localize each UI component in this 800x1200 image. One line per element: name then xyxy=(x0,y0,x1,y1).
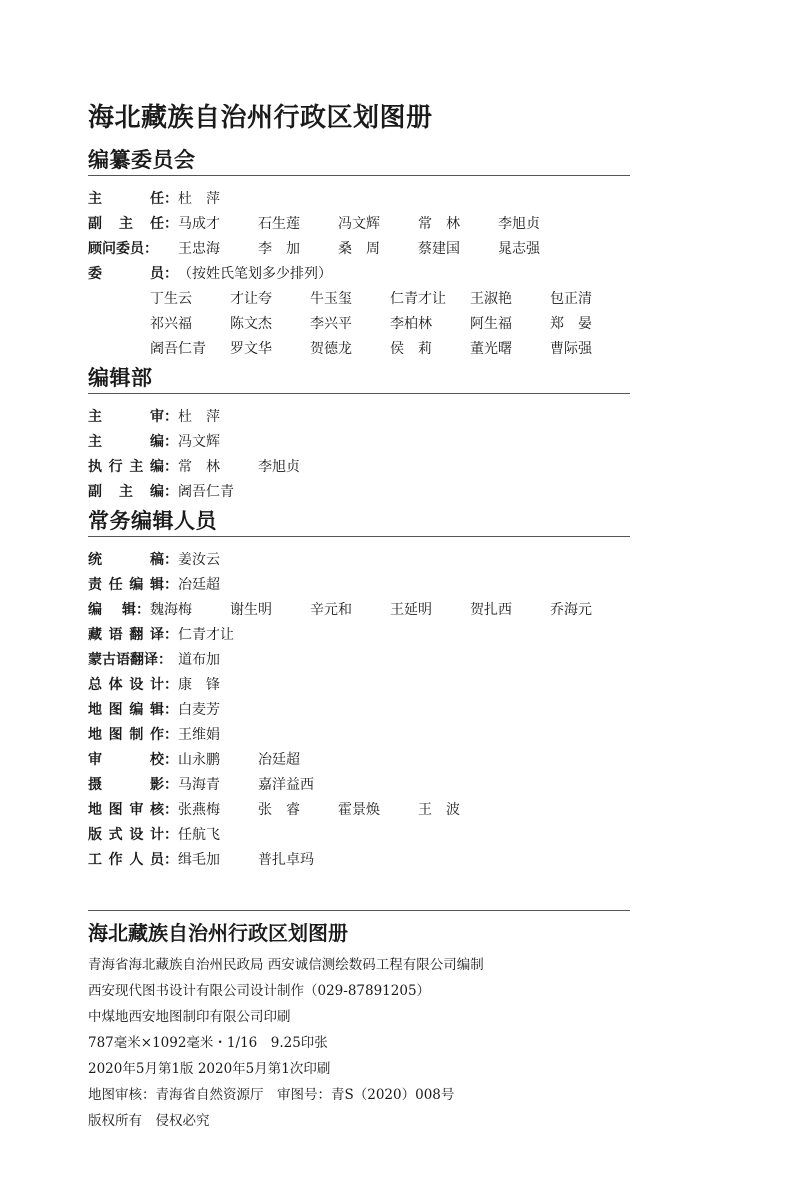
person-name: 贺扎西 xyxy=(470,601,512,618)
book-title: 海北藏族自治州行政区划图册 xyxy=(88,103,433,133)
credit-role xyxy=(88,674,178,694)
person-name: 牛玉玺 xyxy=(310,290,352,307)
credit-names xyxy=(178,749,338,769)
person-name: 李兴平 xyxy=(310,315,352,332)
credit-row xyxy=(88,403,630,428)
colophon-line: 中煤地西安地图制印有限公司印刷 xyxy=(88,1009,291,1025)
role-char: 影： xyxy=(150,776,178,793)
role-char: 工 xyxy=(88,851,102,868)
credit-role xyxy=(88,849,178,869)
person-name: 曹际强 xyxy=(550,340,592,357)
person-name: 桑 周 xyxy=(338,240,380,257)
role-char: 副 xyxy=(88,215,102,232)
credit-row xyxy=(88,696,630,721)
person-name: 才让夸 xyxy=(230,290,272,307)
credit-names xyxy=(178,674,258,694)
credit-names xyxy=(178,574,258,594)
credit-row xyxy=(88,260,630,285)
colophon-line: 青海省海北藏族自治州民政局 西安诚信测绘数码工程有限公司编制 xyxy=(88,957,484,973)
credit-row xyxy=(88,285,630,310)
credit-role xyxy=(88,599,150,619)
person-name: 侯 莉 xyxy=(390,340,432,357)
credit-row xyxy=(88,721,630,746)
credit-names xyxy=(178,774,338,794)
person-name: 马成才 xyxy=(178,215,220,232)
colophon-line: 2020年5月第1版 2020年5月第1次印刷 xyxy=(88,1061,331,1077)
person-name: 霍景焕 xyxy=(338,801,380,818)
person-name: 王维娟 xyxy=(178,726,220,743)
credit-names xyxy=(178,213,578,233)
person-name: 丁生云 xyxy=(150,290,192,307)
person-name: 乔海元 xyxy=(550,601,592,618)
credit-row xyxy=(88,846,630,871)
credit-names xyxy=(178,406,258,426)
credit-names xyxy=(178,481,258,501)
person-name: 祁兴福 xyxy=(150,315,192,332)
role-char: 校： xyxy=(150,751,178,768)
credit-role xyxy=(88,574,178,594)
role-char: 制 xyxy=(129,726,144,743)
person-name: 李柏林 xyxy=(390,315,432,332)
role-char: 任： xyxy=(150,190,178,207)
section-rule xyxy=(88,175,630,176)
person-name: （按姓氏笔划多少排列） xyxy=(178,265,332,282)
person-name: 石生莲 xyxy=(258,215,300,232)
credit-names xyxy=(150,313,630,333)
role-char: 作： xyxy=(149,726,178,743)
credit-role xyxy=(88,774,178,794)
person-name: 任航飞 xyxy=(178,826,220,843)
role-char: 设 xyxy=(129,676,144,693)
credits-page xyxy=(88,100,630,871)
role-char: 译： xyxy=(149,626,178,643)
credit-row xyxy=(88,185,630,210)
credit-row xyxy=(88,210,630,235)
credit-names xyxy=(178,431,258,451)
credit-names xyxy=(178,549,258,569)
credit-names xyxy=(178,824,258,844)
credit-names xyxy=(150,599,630,619)
role-char: 地 xyxy=(88,726,102,743)
person-name: 张 睿 xyxy=(258,801,300,818)
person-name: 阇吾仁青 xyxy=(150,340,206,357)
credit-role xyxy=(88,749,178,769)
colophon-line: 版权所有 侵权必究 xyxy=(88,1113,210,1129)
credit-role xyxy=(88,549,178,569)
role-char: 图 xyxy=(108,801,123,818)
person-name: 冯文辉 xyxy=(178,433,220,450)
person-name: 晁志强 xyxy=(498,240,540,257)
credit-row xyxy=(88,571,630,596)
role-char: 行 xyxy=(108,458,123,475)
role-char: 人 xyxy=(129,851,144,868)
person-name: 董光曙 xyxy=(470,340,512,357)
credit-names xyxy=(178,238,578,258)
credit-role xyxy=(88,824,178,844)
credit-names xyxy=(178,724,258,744)
role-char: 编 xyxy=(88,601,102,618)
credit-role xyxy=(88,431,178,451)
person-name: 陈文杰 xyxy=(230,315,272,332)
staff-list xyxy=(88,546,630,871)
person-name: 李旭贞 xyxy=(258,458,300,475)
person-name: 张燕梅 xyxy=(178,801,220,818)
committee-list xyxy=(88,185,630,360)
credit-row xyxy=(88,235,630,260)
person-name: 山永鹏 xyxy=(178,751,220,768)
role-char: 地 xyxy=(88,701,102,718)
person-name: 普扎卓玛 xyxy=(258,851,314,868)
role-char: 审 xyxy=(129,801,144,818)
person-name: 李 加 xyxy=(258,240,300,257)
person-name: 马海青 xyxy=(178,776,220,793)
person-name: 罗文华 xyxy=(230,340,272,357)
credit-row xyxy=(88,335,630,360)
person-name: 常 林 xyxy=(178,458,220,475)
person-name: 蔡建国 xyxy=(418,240,460,257)
colophon-line: 787毫米×1092毫米・1/16 9.25印张 xyxy=(88,1035,328,1051)
credit-names xyxy=(178,849,338,869)
person-name: 杜 萍 xyxy=(178,190,220,207)
role-char: 编 xyxy=(129,701,144,718)
role-char: 顾问委员： xyxy=(88,240,158,257)
role-char: 任： xyxy=(150,215,178,232)
credit-role xyxy=(88,188,178,208)
person-name: 王 波 xyxy=(418,801,460,818)
credit-row xyxy=(88,671,630,696)
colophon-rule xyxy=(88,910,630,911)
role-char: 地 xyxy=(88,801,102,818)
section-rule xyxy=(88,536,630,537)
person-name: 杜 萍 xyxy=(178,408,220,425)
credit-role xyxy=(88,238,178,258)
person-name: 辛元和 xyxy=(310,601,352,618)
role-char: 计： xyxy=(149,676,178,693)
role-char: 翻 xyxy=(129,626,144,643)
colophon xyxy=(88,918,648,1134)
credit-row xyxy=(88,821,630,846)
role-char: 式 xyxy=(108,826,123,843)
role-char: 统 xyxy=(88,551,102,568)
role-char: 稿： xyxy=(150,551,178,568)
colophon-line: 西安现代图书设计有限公司设计制作（029-87891205） xyxy=(88,983,431,999)
credit-role xyxy=(88,649,178,669)
credit-names xyxy=(150,338,630,358)
role-char: 主 xyxy=(88,433,102,450)
role-char: 任 xyxy=(108,576,123,593)
person-name: 郑 晏 xyxy=(550,315,592,332)
credit-row xyxy=(88,796,630,821)
credit-row xyxy=(88,646,630,671)
credit-role xyxy=(88,456,178,476)
credit-role xyxy=(88,481,178,501)
person-name: 王淑艳 xyxy=(470,290,512,307)
credit-role xyxy=(88,406,178,426)
role-char: 审 xyxy=(88,751,102,768)
credit-names xyxy=(178,799,498,819)
person-name: 常 林 xyxy=(418,215,460,232)
person-name: 康 锋 xyxy=(178,676,220,693)
role-char: 员： xyxy=(149,851,178,868)
role-char: 辑： xyxy=(149,576,178,593)
credit-names xyxy=(178,699,258,719)
person-name: 冶廷超 xyxy=(258,751,300,768)
role-char: 编： xyxy=(149,458,178,475)
role-char: 主 xyxy=(88,190,102,207)
credit-names xyxy=(178,188,258,208)
role-char: 委 xyxy=(88,265,102,282)
editorial-list xyxy=(88,403,630,503)
credit-row xyxy=(88,453,630,478)
role-char: 设 xyxy=(129,826,144,843)
credit-role xyxy=(88,799,178,819)
role-char: 语 xyxy=(108,626,123,643)
credit-names xyxy=(178,263,332,283)
credit-role xyxy=(88,624,178,644)
role-char: 主 xyxy=(119,483,133,500)
role-char: 主 xyxy=(88,408,102,425)
person-name: 王忠海 xyxy=(178,240,220,257)
role-char: 员： xyxy=(150,265,178,282)
person-name: 王延明 xyxy=(390,601,432,618)
credit-role xyxy=(88,263,178,283)
colophon-lines xyxy=(88,952,648,1134)
role-char: 图 xyxy=(108,701,123,718)
role-char: 副 xyxy=(88,483,102,500)
person-name: 仁青才让 xyxy=(178,626,234,643)
credit-row xyxy=(88,596,630,621)
role-char: 编： xyxy=(150,483,178,500)
person-name: 谢生明 xyxy=(230,601,272,618)
role-char: 辑： xyxy=(149,701,178,718)
role-char: 辑： xyxy=(122,601,150,618)
person-name: 魏海梅 xyxy=(150,601,192,618)
person-name: 包正清 xyxy=(550,290,592,307)
person-name: 冶廷超 xyxy=(178,576,220,593)
section-heading-committee: 编纂委员会 xyxy=(88,148,196,172)
credit-names xyxy=(150,288,630,308)
role-char: 体 xyxy=(108,676,123,693)
person-name: 李旭贞 xyxy=(498,215,540,232)
credit-names xyxy=(178,649,258,669)
role-char: 编： xyxy=(150,433,178,450)
role-char: 主 xyxy=(119,215,133,232)
credit-row xyxy=(88,771,630,796)
section-heading-editorial: 编辑部 xyxy=(88,366,153,390)
role-char: 版 xyxy=(88,826,102,843)
person-name: 阿生福 xyxy=(470,315,512,332)
colophon-line: 地图审核：青海省自然资源厅 审图号：青S（2020）008号 xyxy=(88,1087,455,1103)
role-char: 蒙古语翻译： xyxy=(88,651,172,668)
person-name: 白麦芳 xyxy=(178,701,220,718)
role-char: 主 xyxy=(129,458,144,475)
person-name: 姜汝云 xyxy=(178,551,220,568)
person-name: 嘉洋益西 xyxy=(258,776,314,793)
role-char: 责 xyxy=(88,576,102,593)
colophon-title: 海北藏族自治州行政区划图册 xyxy=(88,921,348,945)
person-name: 缉毛加 xyxy=(178,851,220,868)
person-name: 冯文辉 xyxy=(338,215,380,232)
credit-role xyxy=(88,213,178,233)
role-char: 作 xyxy=(108,851,123,868)
credit-row xyxy=(88,746,630,771)
credit-role xyxy=(88,699,178,719)
credit-role xyxy=(88,724,178,744)
role-char: 藏 xyxy=(88,626,102,643)
credit-row xyxy=(88,621,630,646)
credit-row xyxy=(88,546,630,571)
person-name: 阇吾仁青 xyxy=(178,483,234,500)
credit-row xyxy=(88,310,630,335)
person-name: 贺德龙 xyxy=(310,340,352,357)
role-char: 计： xyxy=(149,826,178,843)
credit-row xyxy=(88,428,630,453)
section-rule xyxy=(88,393,630,394)
credit-names xyxy=(178,456,338,476)
role-char: 审： xyxy=(150,408,178,425)
credit-names xyxy=(178,624,258,644)
role-char: 编 xyxy=(129,576,144,593)
person-name: 道布加 xyxy=(178,651,220,668)
role-char: 核： xyxy=(149,801,178,818)
person-name: 仁青才让 xyxy=(390,290,446,307)
credit-row xyxy=(88,478,630,503)
section-heading-staff: 常务编辑人员 xyxy=(88,509,217,533)
role-char: 执 xyxy=(88,458,102,475)
role-char: 总 xyxy=(88,676,102,693)
role-char: 图 xyxy=(108,726,123,743)
role-char: 摄 xyxy=(88,776,102,793)
